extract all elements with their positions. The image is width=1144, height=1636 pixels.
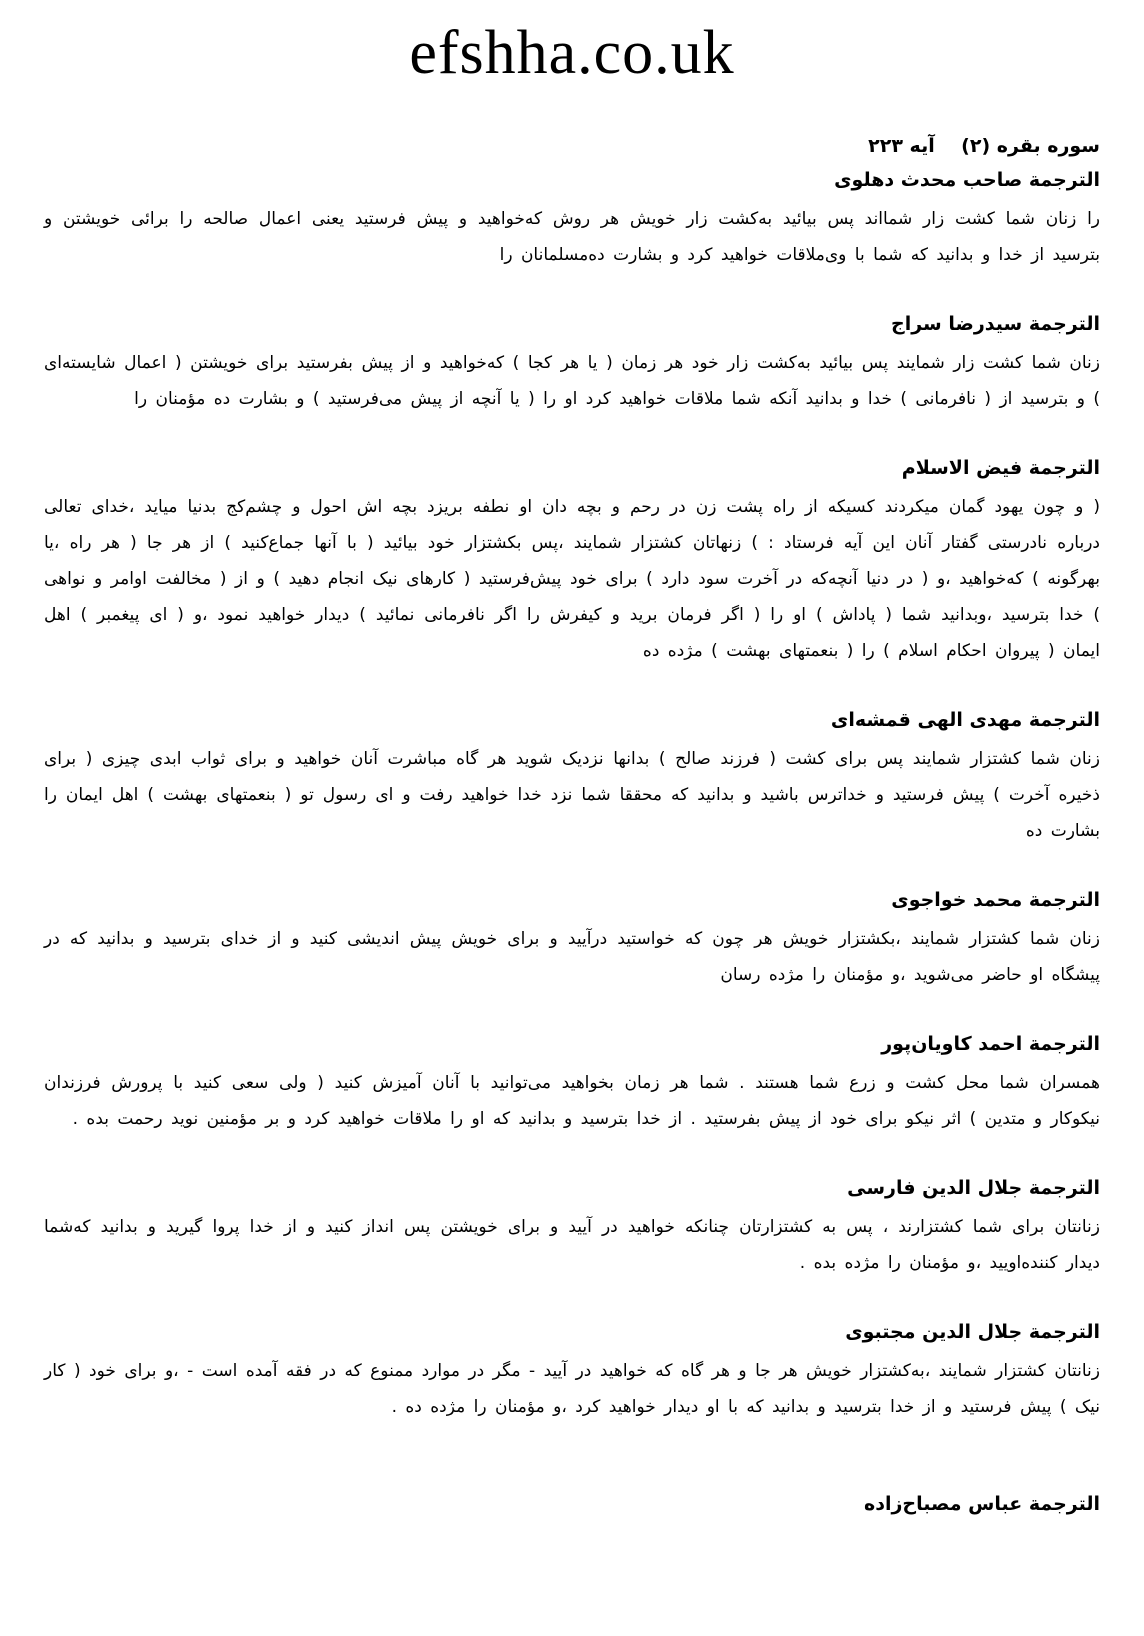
translation-section-elahi-ghomshei — [44, 707, 1100, 849]
section-body: همسران شما محل کشت و زرع شما هستند . شما هر زمان بخواهید می‌توانید با آنان آمیزش کنید ( ولی سعی کنید با پرورش فرزندان نیکوکار و متدین ) اثر نیکو برای خود از پیش بفرستید . از خدا بترسید و بدانید که او را ملاقات خواهید کرد و بر مؤمنین نوید رحمت بده . — [44, 1073, 1100, 1130]
translation-section-jalaleddin-farsi — [44, 1175, 1100, 1281]
section-heading: الترجمة صاحب محدث دهلوی — [834, 169, 1100, 192]
section-body: زنانتان کشتزار شمایند ،به‌کشتزار خویش هر جا و هر گاه که خواهید در آیید - مگر در موارد ممنوع که در فقه آمده است - ،و برای خود ( کار نیک ) پیش فرستید و از خدا بترسید و بدانید که با او دیدار خواهید کرد ،و مؤمنان را مژده ده . — [44, 1361, 1100, 1418]
verse-reference: سوره بقره (۲) آیه ۲۲۳ — [868, 135, 1100, 158]
section-heading: الترجمة محمد خواجوی — [891, 889, 1100, 912]
translation-section-mojtabavi — [44, 1319, 1100, 1425]
section-body: زنان شما کشتزار شمایند ،بکشتزار خویش هر چون که خواستید درآیید و برای خویش پیش اندیشی کنید و از خدای بترسید و بدانید که در پیشگاه او حاضر می‌شوید ،و مؤمنان را مژده رسان — [44, 929, 1100, 986]
section-heading: الترجمة سیدرضا سراج — [891, 313, 1100, 336]
section-body: زنانتان برای شما کشتزارند ، پس به کشتزارتان چنانکه خواهید در آیید و برای خویشتن پس انداز کنید و از خدا پروا گیرید و بدانید که‌شما دیدار کننده‌اویید ،و مؤمنان را مژده بده . — [44, 1217, 1100, 1274]
translation-section-khajavi — [44, 887, 1100, 993]
translation-section-feyz-aleslam — [44, 455, 1100, 669]
section-heading: الترجمة عباس مصباح‌زاده — [864, 1493, 1100, 1516]
translation-section-dehlavi — [44, 167, 1100, 273]
site-title: efshha.co.uk — [409, 19, 735, 87]
translation-section-mesbahzadeh — [44, 1491, 1100, 1517]
section-body: را زنان شما کشت زار شمااند پس بیائید به‌کشت زار خویش هر روش که‌خواهید و پیش فرستید یعنی اعمال صالحه را برائی خویشتن و بترسید از خدا و بدانید که شما با وی‌ملاقات خواهید کرد و بشارت ده‌مسلمانان را — [44, 209, 1100, 266]
translation-section-seraj — [44, 311, 1100, 417]
section-heading: الترجمة مهدی الهی قمشه‌ای — [830, 709, 1100, 732]
translation-section-kavianpour — [44, 1031, 1100, 1137]
section-heading: الترجمة جلال الدین مجتبوی — [845, 1321, 1100, 1344]
document-page — [0, 18, 1144, 1636]
section-body: ( و چون یهود گمان میکردند کسیکه از راه پشت زن در رحم و بچه دان او نطفه بریزد بچه اش احول و چشم‌کج بدنیا میاید ،خدای تعالی درباره نادرستی گفتار آنان این آیه فرستاد : ) زنهاتان کشتزار شمایند ،پس بکشتزار خود بیائید ( با آنها جماع‌کنید ) از هر جا ( هر راه ،یا بهرگونه ) که‌خواهید ،و ( در دنیا آنچه‌که در آخرت سود دارد ) برای خود پیش‌فرستید ( کارهای نیک انجام دهید ) و از ( مخالفت اوامر و نواهی ) خدا بترسید ،وبدانید شما ( پاداش ) او را ( اگر فرمان برید و کیفرش را اگر نافرمانی نمائید ) دیدار خواهید نمود ،و ( ای پیغمبر ) اهل ایمان ( پیروان احکام اسلام ) را ( بنعمتهای بهشت ) مژده ده — [44, 497, 1100, 662]
section-heading: الترجمة جلال الدین فارسی — [847, 1177, 1100, 1200]
section-body: زنان شما کشتزار شمایند پس برای کشت ( فرزند صالح ) بدانها نزدیک شوید هر گاه مباشرت آنان خواهید و برای ثواب ابدی چیزی ( برای ذخیره آخرت ) پیش فرستید و خداترس باشید و بدانید که محققا شما نزد خدا خواهید رفت و ای رسول تو ( بنعمتهای بهشت ) اهل ایمان را بشارت ده — [44, 749, 1100, 842]
section-body: زنان شما کشت زار شمایند پس بیائید به‌کشت زار خود هر زمان ( یا هر کجا ) که‌خواهید و از پیش بفرستید برای خویشتن ( اعمال شایسته‌ای ) و بترسید از ( نافرمانی ) خدا و بدانید آنکه شما ملاقات خواهید کرد او را ( یا آنچه از پیش می‌فرستید ) و بشارت ده مؤمنان را — [44, 353, 1100, 410]
section-heading: الترجمة فیض الاسلام — [901, 457, 1100, 480]
section-heading: الترجمة احمد کاویان‌پور — [881, 1033, 1100, 1056]
